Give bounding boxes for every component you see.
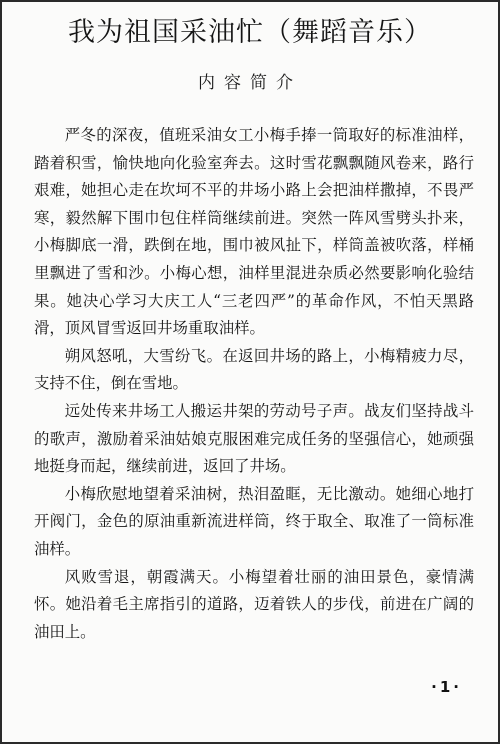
paragraph-3: 远处传来井场工人搬运井架的劳动号子声。战友们坚持战斗的歌声，激励着采油姑娘克服困难完成任务的坚强信心，她顽强地挺身而起，继续前进，返回了井场。 <box>34 401 474 476</box>
paragraph-2: 朔风怒吼，大雪纷飞。在返回井场的路上，小梅精疲力尽，支持不住，倒在雪地。 <box>34 346 474 393</box>
body-text <box>34 122 474 646</box>
paragraph-4: 小梅欣慰地望着采油树，热泪盈眶，无比激动。她细心地打开阀门，金色的原油重新流进样筒，终于取全、取准了一筒标准油样。 <box>34 484 474 558</box>
page-number: ·1· <box>431 678 462 696</box>
page-title: 我为祖国采油忙（舞蹈音乐） <box>68 17 432 48</box>
section-heading: 内容简介 <box>198 73 302 93</box>
paragraph-1: 严冬的深夜，值班采油女工小梅手捧一筒取好的标准油样，踏着积雪，愉快地向化验室奔去。这时雪花飘飘随风卷来，路行艰难，她担心走在坎坷不平的井场小路上会把油样撒掉，不畏严寒，毅然解下围巾包住样筒继续前进。突然一阵风雪劈头扑来，小梅脚底一滑，跌倒在地，围巾被风扯下，样筒盖被吹落，样桶里飘进了雪和沙。小梅心想，油样里混进杂质必然要影响化验结果。她决心学习大庆工人“三老四严”的革命作风，不怕天黑路滑，顶风冒雪返回井场重取油样。 <box>34 126 474 338</box>
paragraph-5: 风败雪退，朝霞满天。小梅望着壮丽的油田景色，豪情满怀。她沿着毛主席指引的道路，迈着铁人的步伐，前进在广阔的油田上。 <box>34 567 474 641</box>
